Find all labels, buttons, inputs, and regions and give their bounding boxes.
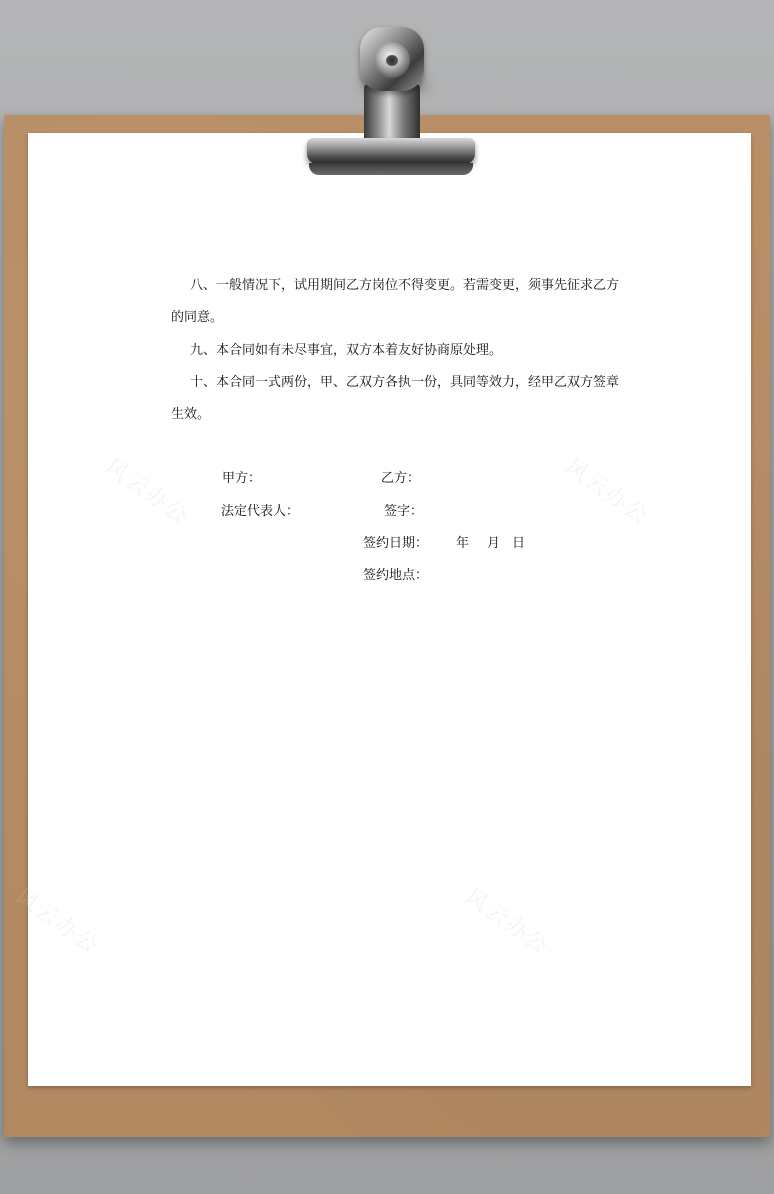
party-b-label: 乙方：: [381, 471, 421, 486]
date-year: 年: [456, 536, 470, 551]
clause-8-line-1: 八、一般情况下，试用期间乙方岗位不得变更。若需变更，须事先征求乙方: [190, 278, 620, 293]
date-month: 月: [487, 536, 501, 551]
watermark-3: 风云办公: [460, 884, 554, 960]
clause-10-line-2: 生效。: [171, 407, 211, 422]
date-day: 日: [512, 536, 526, 551]
clause-8-line-2: 的同意。: [171, 310, 224, 325]
watermark-1: 风云办公: [100, 454, 194, 530]
party-a-label: 甲方：: [222, 471, 262, 486]
signing-date-label: 签约日期：: [363, 536, 429, 551]
clause-9: 九、本合同如有未尽事宜，双方本着友好协商原处理。: [190, 343, 503, 358]
legal-representative-label: 法定代表人：: [221, 504, 300, 519]
signature-label: 签字：: [384, 504, 424, 519]
signing-place-label: 签约地点：: [363, 568, 429, 583]
watermark-4: 风云办公: [10, 884, 104, 960]
watermark-2: 风云办公: [560, 454, 654, 530]
clause-10-line-1: 十、本合同一式两份，甲、乙双方各执一份，具同等效力，经甲乙双方签章: [190, 375, 620, 390]
